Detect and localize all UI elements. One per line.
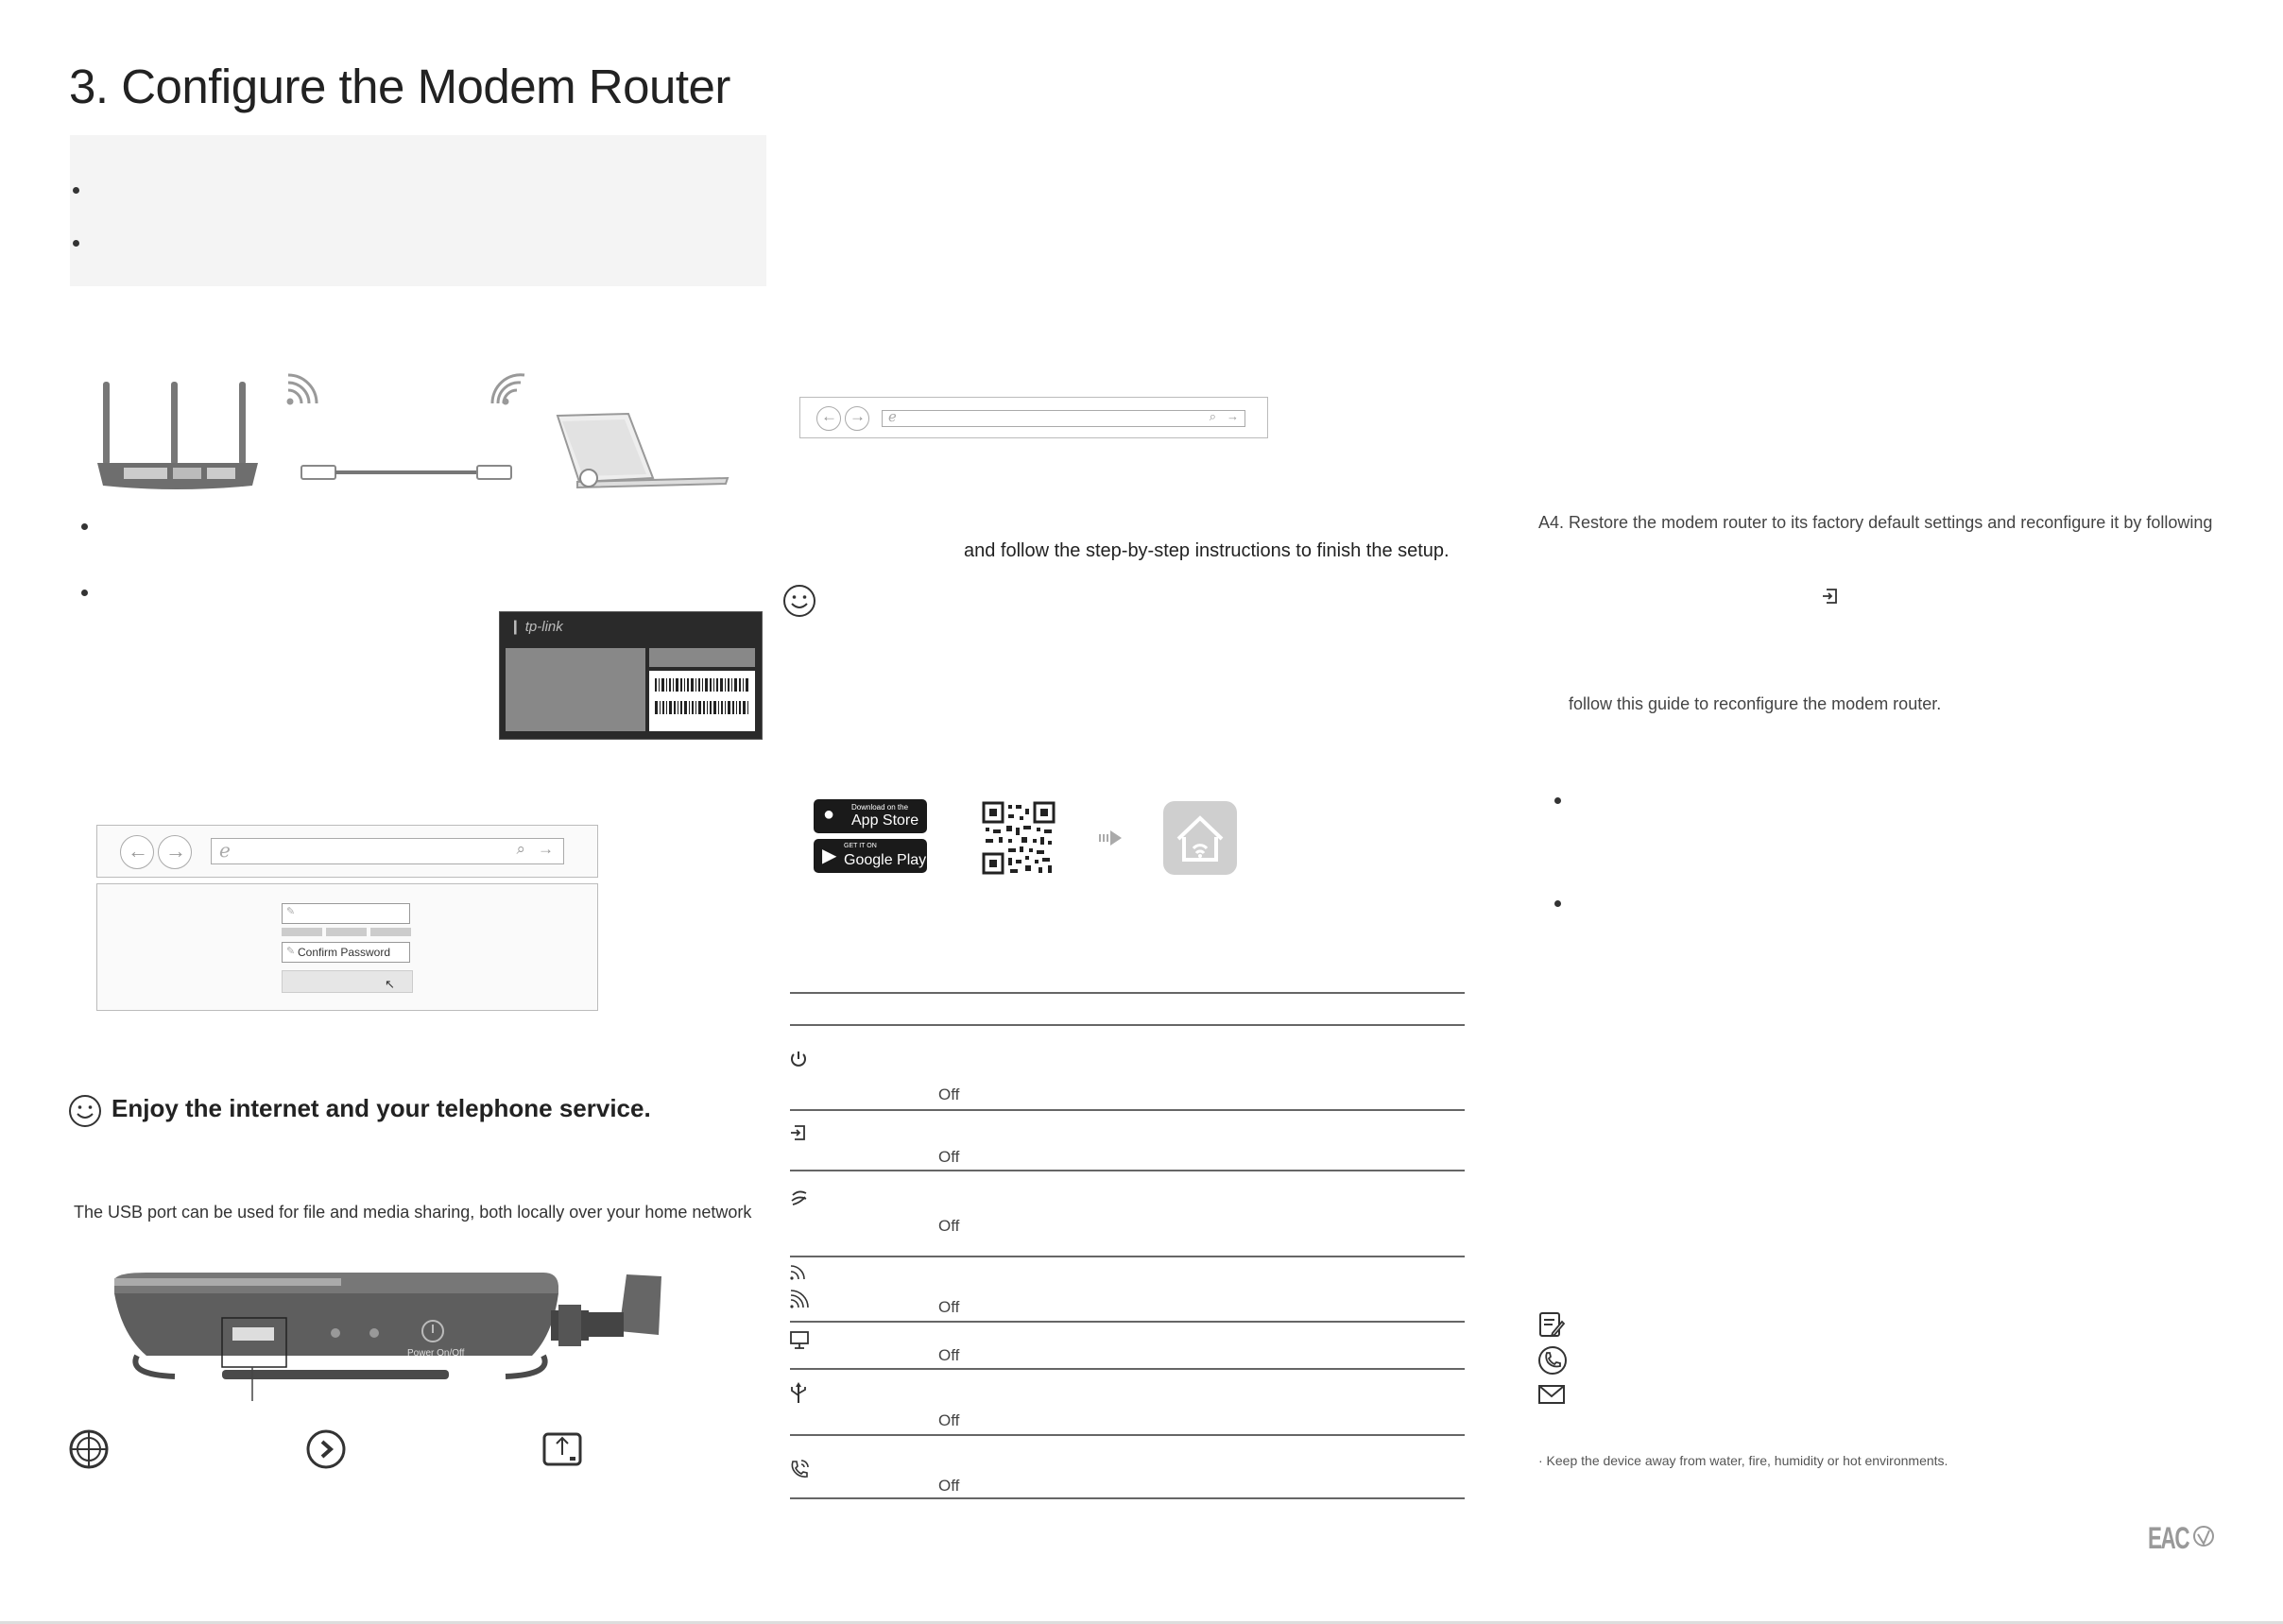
back-button[interactable] — [120, 835, 154, 869]
dsl-icon — [1821, 587, 1840, 606]
internet-icon — [789, 1188, 810, 1206]
dsl-icon — [789, 1123, 808, 1142]
arrow-left-icon: ← — [128, 839, 148, 863]
globe-icon — [68, 1428, 110, 1470]
modem-side-illustration — [109, 1271, 676, 1403]
phone-icon — [788, 1458, 811, 1480]
barcode-icon — [649, 671, 755, 731]
product-label-card — [499, 611, 763, 740]
led-off-label: Off — [938, 1217, 960, 1235]
label-panel — [506, 648, 645, 731]
browser-logo-icon: ℯ — [888, 409, 897, 425]
table-rule — [790, 1434, 1465, 1436]
play-triangle-icon: ▶ — [822, 846, 837, 866]
confirm-password-field[interactable] — [282, 942, 410, 963]
eac-logo: EAC — [2148, 1521, 2189, 1555]
qr-code-icon — [982, 801, 1056, 875]
app-store-badge[interactable]: ● Download on the App Store — [814, 799, 927, 833]
led-off-label: Off — [938, 1411, 960, 1429]
cursor-icon: ↖ — [385, 977, 395, 991]
address-bar[interactable] — [211, 838, 564, 864]
tplink-logo: ❙ tp-link — [509, 619, 563, 635]
go-arrow-icon[interactable]: → — [538, 840, 554, 858]
table-rule — [790, 1170, 1465, 1171]
wifi-24-icon — [789, 1262, 808, 1281]
address-bar[interactable] — [882, 410, 1245, 427]
step-bullet — [81, 590, 88, 596]
usb-drive-icon — [541, 1428, 583, 1470]
led-off-label: Off — [938, 1477, 960, 1495]
table-rule — [790, 1109, 1465, 1111]
arrow-right-icon — [1099, 829, 1124, 847]
usb-icon — [788, 1380, 809, 1405]
arrow-right-icon: → — [165, 839, 186, 863]
faq-a4-text: A4. Restore the modem router to its factory default settings and reconfigure it by following — [1538, 513, 2213, 532]
back-button[interactable] — [816, 406, 841, 431]
certification-icon — [2192, 1523, 2215, 1555]
reconfigure-text: follow this guide to reconfigure the modem router. — [1569, 694, 1942, 713]
pencil-icon: ✎ — [286, 946, 296, 957]
tether-app-icon — [1163, 801, 1237, 875]
table-rule — [790, 1321, 1465, 1323]
usb-description: The USB port can be used for file and media sharing, both locally over your home network — [74, 1203, 752, 1222]
barcode-panel — [649, 671, 755, 731]
antenna-icon — [551, 1274, 661, 1346]
apple-icon: ● — [823, 804, 835, 825]
table-rule — [790, 1256, 1465, 1257]
arrow-left-icon: ← — [821, 407, 837, 425]
forward-button[interactable] — [158, 835, 192, 869]
step-bullet — [81, 523, 88, 530]
login-panel — [96, 883, 598, 1011]
table-rule — [790, 992, 1465, 994]
smiley-icon — [68, 1094, 102, 1128]
ethernet-cable-icon — [301, 466, 511, 479]
confirm-password-placeholder: Confirm Password — [298, 946, 391, 959]
led-off-label: Off — [938, 1346, 960, 1364]
password-field[interactable] — [282, 903, 410, 924]
go-arrow-icon[interactable]: → — [1227, 409, 1239, 423]
strength-segment — [326, 928, 367, 936]
table-rule — [790, 1497, 1465, 1499]
browser-toolbar-2 — [799, 397, 1268, 438]
connection-illustration — [90, 370, 742, 493]
arrow-right-icon: → — [850, 407, 866, 425]
notepad-icon — [1537, 1310, 1566, 1339]
browser-toolbar — [96, 825, 598, 878]
mail-icon — [1537, 1383, 1566, 1406]
page-title: 3. Configure the Modem Router — [69, 60, 730, 113]
faq-bullet — [1554, 797, 1561, 804]
led-off-label: Off — [938, 1086, 960, 1103]
table-rule — [790, 1024, 1465, 1026]
note-bullet — [73, 187, 79, 194]
faq-bullet — [1554, 900, 1561, 907]
pencil-icon: ✎ — [286, 906, 296, 917]
password-strength-bar — [282, 928, 411, 936]
forward-button[interactable] — [845, 406, 869, 431]
wifi-5-icon — [789, 1289, 810, 1309]
enjoy-heading: Enjoy the internet and your telephone service. — [112, 1094, 651, 1122]
lan-icon — [789, 1329, 810, 1350]
google-play-badge[interactable]: ▶ GET IT ON Google Play — [814, 839, 927, 873]
strength-segment — [370, 928, 411, 936]
led-off-label: Off — [938, 1298, 960, 1316]
power-icon — [789, 1050, 808, 1068]
wifi-signal-icon — [492, 375, 524, 403]
search-icon[interactable]: ⌕ — [1209, 409, 1216, 423]
laptop-icon — [558, 414, 728, 487]
note-box — [70, 135, 766, 286]
play-circle-icon — [305, 1428, 347, 1470]
led-off-label: Off — [938, 1148, 960, 1166]
router-icon — [97, 382, 258, 489]
lets-get-started-button[interactable] — [282, 970, 413, 993]
note-bullet — [73, 240, 79, 247]
smiley-icon — [782, 584, 816, 618]
home-icon — [1163, 801, 1237, 875]
power-on-off-label: Power On/Off — [407, 1348, 465, 1359]
table-rule — [790, 1368, 1465, 1370]
strength-segment — [282, 928, 322, 936]
safety-text: · Keep the device away from water, fire, humidity or hot environments. — [1538, 1453, 1948, 1468]
follow-instructions-text: and follow the step-by-step instructions to finish the setup. — [964, 540, 1450, 561]
phone-circle-icon — [1537, 1345, 1568, 1376]
label-panel — [649, 648, 755, 667]
wifi-signal-icon — [288, 375, 317, 403]
browser-logo-icon: ℯ — [219, 841, 231, 862]
search-icon[interactable]: ⌕ — [516, 840, 525, 858]
tplink-logo-icon: ❙ — [509, 619, 522, 635]
